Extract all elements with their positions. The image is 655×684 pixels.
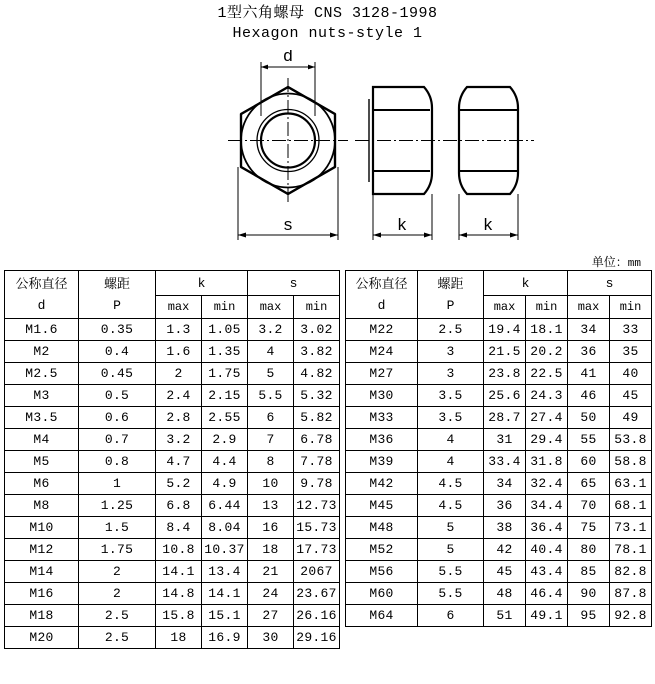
- header-nominal-diameter-sym: d: [377, 297, 386, 313]
- cell-k-max: 2.4: [156, 385, 202, 407]
- cell-pitch: 4: [418, 429, 484, 451]
- cell-k-min: 1.35: [202, 341, 248, 363]
- table-row: [346, 561, 652, 583]
- cell-nominal-diameter: M16: [5, 583, 79, 605]
- cell-s-min: 40: [610, 363, 652, 385]
- spec-table-right: [345, 270, 652, 627]
- cell-k-min: 27.4: [526, 407, 568, 429]
- cell-nominal-diameter: M6: [5, 473, 79, 495]
- cell-nominal-diameter: M45: [346, 495, 418, 517]
- header-s-group: s: [248, 271, 340, 296]
- header-pitch-sym: P: [113, 297, 121, 313]
- cell-k-min: 1.05: [202, 319, 248, 341]
- table-row: [346, 319, 652, 341]
- cell-pitch: 0.35: [79, 319, 156, 341]
- table-row: [5, 583, 340, 605]
- cell-pitch: 0.7: [79, 429, 156, 451]
- cell-k-max: 34: [484, 473, 526, 495]
- cell-nominal-diameter: M39: [346, 451, 418, 473]
- cell-s-max: 65: [568, 473, 610, 495]
- cell-s-max: 90: [568, 583, 610, 605]
- cell-pitch: 0.4: [79, 341, 156, 363]
- header-k-max: max: [156, 296, 202, 319]
- cell-s-min: 49: [610, 407, 652, 429]
- spec-table-left: [4, 270, 340, 649]
- cell-s-min: 5.82: [294, 407, 340, 429]
- header-nominal-diameter-cn: 公称直径: [15, 276, 68, 292]
- cell-k-min: 31.8: [526, 451, 568, 473]
- cell-pitch: 4.5: [418, 473, 484, 495]
- unit-note-value: mm: [627, 258, 641, 270]
- hexagon-nut-drawing: [0, 50, 655, 255]
- header-k-min: min: [526, 296, 568, 319]
- cell-k-min: 40.4: [526, 539, 568, 561]
- cell-pitch: 3: [418, 363, 484, 385]
- cell-s-min: 63.1: [610, 473, 652, 495]
- header-pitch-cn: 螺距: [437, 276, 464, 292]
- table-row: [346, 363, 652, 385]
- cell-pitch: 3.5: [418, 407, 484, 429]
- cell-s-min: 68.1: [610, 495, 652, 517]
- cell-k-max: 10.8: [156, 539, 202, 561]
- cell-k-min: 16.9: [202, 627, 248, 649]
- cell-s-max: 5: [248, 363, 294, 385]
- cell-s-min: 92.8: [610, 605, 652, 627]
- table-row: [346, 341, 652, 363]
- cell-pitch: 2: [79, 583, 156, 605]
- cell-pitch: 0.5: [79, 385, 156, 407]
- cell-pitch: 3: [418, 341, 484, 363]
- cell-nominal-diameter: M52: [346, 539, 418, 561]
- cell-k-max: 1.3: [156, 319, 202, 341]
- cell-k-min: 24.3: [526, 385, 568, 407]
- cell-k-max: 19.4: [484, 319, 526, 341]
- cell-s-max: 85: [568, 561, 610, 583]
- cell-pitch: 3.5: [418, 385, 484, 407]
- cell-s-min: 78.1: [610, 539, 652, 561]
- table-row: [346, 429, 652, 451]
- header-pitch: [79, 271, 156, 319]
- cell-s-max: 18: [248, 539, 294, 561]
- cell-s-min: 6.78: [294, 429, 340, 451]
- cell-pitch: 1: [79, 473, 156, 495]
- cell-k-max: 45: [484, 561, 526, 583]
- title-block: [0, 4, 655, 44]
- table-row: [5, 385, 340, 407]
- cell-nominal-diameter: M2: [5, 341, 79, 363]
- cell-k-min: 4.9: [202, 473, 248, 495]
- cell-k-min: 46.4: [526, 583, 568, 605]
- cell-s-max: 41: [568, 363, 610, 385]
- cell-pitch: 6: [418, 605, 484, 627]
- spec-table-right-wrapper: [345, 270, 651, 627]
- cell-pitch: 5: [418, 539, 484, 561]
- cell-k-max: 8.4: [156, 517, 202, 539]
- cell-k-min: 36.4: [526, 517, 568, 539]
- cell-k-max: 4.7: [156, 451, 202, 473]
- header-s-min: min: [294, 296, 340, 319]
- cell-pitch: 5.5: [418, 583, 484, 605]
- table-header-row-main: [346, 271, 652, 296]
- cell-k-max: 48: [484, 583, 526, 605]
- cell-s-max: 60: [568, 451, 610, 473]
- cell-nominal-diameter: M24: [346, 341, 418, 363]
- cell-s-max: 16: [248, 517, 294, 539]
- cell-k-max: 31: [484, 429, 526, 451]
- header-s-min: min: [610, 296, 652, 319]
- cell-pitch: 4.5: [418, 495, 484, 517]
- cell-k-max: 28.7: [484, 407, 526, 429]
- cell-s-min: 15.73: [294, 517, 340, 539]
- table-row: [5, 407, 340, 429]
- cell-s-min: 45: [610, 385, 652, 407]
- cell-nominal-diameter: M14: [5, 561, 79, 583]
- cell-nominal-diameter: M22: [346, 319, 418, 341]
- cell-k-min: 15.1: [202, 605, 248, 627]
- cell-s-max: 5.5: [248, 385, 294, 407]
- header-s-max: max: [248, 296, 294, 319]
- cell-k-max: 36: [484, 495, 526, 517]
- cell-nominal-diameter: M8: [5, 495, 79, 517]
- cell-nominal-diameter: M18: [5, 605, 79, 627]
- cell-nominal-diameter: M5: [5, 451, 79, 473]
- cell-k-min: 43.4: [526, 561, 568, 583]
- header-k-max: max: [484, 296, 526, 319]
- cell-nominal-diameter: M3: [5, 385, 79, 407]
- cell-s-max: 55: [568, 429, 610, 451]
- cell-nominal-diameter: M48: [346, 517, 418, 539]
- table-row: [346, 407, 652, 429]
- cell-k-min: 2.55: [202, 407, 248, 429]
- cell-s-min: 9.78: [294, 473, 340, 495]
- table-row: [346, 539, 652, 561]
- header-nominal-diameter-cn: 公称直径: [355, 276, 408, 292]
- cell-s-max: 50: [568, 407, 610, 429]
- cell-nominal-diameter: M27: [346, 363, 418, 385]
- cell-s-min: 53.8: [610, 429, 652, 451]
- cell-s-min: 35: [610, 341, 652, 363]
- cell-k-max: 2: [156, 363, 202, 385]
- cell-nominal-diameter: M1.6: [5, 319, 79, 341]
- dimension-label-s: s: [282, 217, 294, 236]
- cell-k-min: 18.1: [526, 319, 568, 341]
- cell-s-min: 12.73: [294, 495, 340, 517]
- cell-pitch: 2.5: [79, 627, 156, 649]
- cell-s-min: 3.82: [294, 341, 340, 363]
- cell-k-min: 2.15: [202, 385, 248, 407]
- cell-s-max: 10: [248, 473, 294, 495]
- dimension-label-k-1: k: [396, 217, 408, 236]
- cell-k-min: 6.44: [202, 495, 248, 517]
- cell-s-min: 29.16: [294, 627, 340, 649]
- dimension-label-k-2: k: [482, 217, 494, 236]
- cell-s-max: 27: [248, 605, 294, 627]
- header-k-min: min: [202, 296, 248, 319]
- header-pitch-cn: 螺距: [103, 276, 130, 292]
- cell-k-max: 3.2: [156, 429, 202, 451]
- header-nominal-diameter-sym: d: [37, 297, 46, 313]
- cell-k-min: 4.4: [202, 451, 248, 473]
- cell-s-max: 3.2: [248, 319, 294, 341]
- cell-s-min: 17.73: [294, 539, 340, 561]
- table-row: [5, 319, 340, 341]
- cell-k-max: 6.8: [156, 495, 202, 517]
- cell-s-max: 95: [568, 605, 610, 627]
- cell-s-min: 82.8: [610, 561, 652, 583]
- cell-nominal-diameter: M10: [5, 517, 79, 539]
- cell-s-max: 6: [248, 407, 294, 429]
- cell-nominal-diameter: M4: [5, 429, 79, 451]
- cell-pitch: 4: [418, 451, 484, 473]
- table-row: [5, 451, 340, 473]
- spec-table-left-wrapper: [4, 270, 339, 649]
- header-pitch: [418, 271, 484, 319]
- cell-pitch: 2.5: [79, 605, 156, 627]
- cell-k-max: 14.1: [156, 561, 202, 583]
- header-nominal-diameter: [346, 271, 418, 319]
- cell-k-min: 32.4: [526, 473, 568, 495]
- cell-pitch: 0.8: [79, 451, 156, 473]
- cell-nominal-diameter: M30: [346, 385, 418, 407]
- cell-k-max: 18: [156, 627, 202, 649]
- cell-s-max: 8: [248, 451, 294, 473]
- cell-k-min: 49.1: [526, 605, 568, 627]
- cell-k-min: 2.9: [202, 429, 248, 451]
- table-row: [5, 473, 340, 495]
- table-row: [5, 341, 340, 363]
- cell-k-min: 20.2: [526, 341, 568, 363]
- cell-nominal-diameter: M56: [346, 561, 418, 583]
- cell-s-max: 7: [248, 429, 294, 451]
- spec-table-right-body: [346, 319, 652, 627]
- cell-k-max: 51: [484, 605, 526, 627]
- table-header-row-main: [5, 271, 340, 296]
- cell-s-max: 36: [568, 341, 610, 363]
- cell-k-max: 42: [484, 539, 526, 561]
- cell-k-max: 14.8: [156, 583, 202, 605]
- dimension-label-d: d: [282, 50, 294, 67]
- page-title-english: Hexagon nuts-style 1: [232, 25, 423, 42]
- table-row: [5, 517, 340, 539]
- cell-pitch: 0.45: [79, 363, 156, 385]
- cell-nominal-diameter: M2.5: [5, 363, 79, 385]
- cell-pitch: 2: [79, 561, 156, 583]
- cell-k-max: 25.6: [484, 385, 526, 407]
- cell-s-min: 7.78: [294, 451, 340, 473]
- cell-s-min: 23.67: [294, 583, 340, 605]
- table-row: [5, 605, 340, 627]
- table-row: [5, 363, 340, 385]
- header-k-group: k: [484, 271, 568, 296]
- cell-pitch: 1.75: [79, 539, 156, 561]
- table-row: [346, 451, 652, 473]
- unit-note-label: 单位：: [591, 256, 628, 270]
- cell-s-min: 58.8: [610, 451, 652, 473]
- cell-s-min: 5.32: [294, 385, 340, 407]
- unit-note: [592, 253, 641, 270]
- cell-k-min: 14.1: [202, 583, 248, 605]
- cell-s-min: 2067: [294, 561, 340, 583]
- cell-k-max: 33.4: [484, 451, 526, 473]
- cell-s-max: 24: [248, 583, 294, 605]
- cell-s-max: 46: [568, 385, 610, 407]
- table-row: [5, 429, 340, 451]
- cell-k-max: 15.8: [156, 605, 202, 627]
- cell-k-max: 21.5: [484, 341, 526, 363]
- table-row: [5, 495, 340, 517]
- cell-s-max: 4: [248, 341, 294, 363]
- cell-k-max: 1.6: [156, 341, 202, 363]
- table-row: [346, 385, 652, 407]
- cell-k-min: 29.4: [526, 429, 568, 451]
- cell-nominal-diameter: M60: [346, 583, 418, 605]
- cell-s-min: 33: [610, 319, 652, 341]
- cell-k-max: 2.8: [156, 407, 202, 429]
- table-row: [346, 473, 652, 495]
- cell-pitch: 1.25: [79, 495, 156, 517]
- cell-nominal-diameter: M42: [346, 473, 418, 495]
- cell-k-min: 22.5: [526, 363, 568, 385]
- cell-pitch: 5: [418, 517, 484, 539]
- cell-s-max: 80: [568, 539, 610, 561]
- cell-s-max: 13: [248, 495, 294, 517]
- cell-s-min: 3.02: [294, 319, 340, 341]
- cell-k-min: 8.04: [202, 517, 248, 539]
- table-row: [346, 605, 652, 627]
- cell-s-min: 73.1: [610, 517, 652, 539]
- cell-nominal-diameter: M33: [346, 407, 418, 429]
- cell-pitch: 5.5: [418, 561, 484, 583]
- table-row: [5, 561, 340, 583]
- cell-s-max: 75: [568, 517, 610, 539]
- cell-k-max: 5.2: [156, 473, 202, 495]
- table-row: [5, 539, 340, 561]
- header-s-max: max: [568, 296, 610, 319]
- table-row: [346, 583, 652, 605]
- header-nominal-diameter: [5, 271, 79, 319]
- cell-nominal-diameter: M64: [346, 605, 418, 627]
- cell-k-min: 10.37: [202, 539, 248, 561]
- cell-k-min: 1.75: [202, 363, 248, 385]
- header-s-group: s: [568, 271, 652, 296]
- cell-nominal-diameter: M20: [5, 627, 79, 649]
- cell-k-max: 38: [484, 517, 526, 539]
- table-row: [346, 517, 652, 539]
- table-row: [5, 627, 340, 649]
- cell-pitch: 0.6: [79, 407, 156, 429]
- cell-s-max: 21: [248, 561, 294, 583]
- header-pitch-sym: P: [446, 297, 455, 313]
- page-title-chinese: 1型六角螺母 CNS 3128-1998: [217, 5, 438, 22]
- cell-k-min: 13.4: [202, 561, 248, 583]
- cell-nominal-diameter: M36: [346, 429, 418, 451]
- cell-s-min: 87.8: [610, 583, 652, 605]
- cell-k-max: 23.8: [484, 363, 526, 385]
- cell-s-max: 34: [568, 319, 610, 341]
- cell-pitch: 1.5: [79, 517, 156, 539]
- table-row: [346, 495, 652, 517]
- cell-s-min: 26.16: [294, 605, 340, 627]
- cell-nominal-diameter: M3.5: [5, 407, 79, 429]
- cell-k-min: 34.4: [526, 495, 568, 517]
- cell-s-max: 70: [568, 495, 610, 517]
- cell-pitch: 2.5: [418, 319, 484, 341]
- header-k-group: k: [156, 271, 248, 296]
- spec-table-left-body: [5, 319, 340, 649]
- cell-nominal-diameter: M12: [5, 539, 79, 561]
- cell-s-max: 30: [248, 627, 294, 649]
- cell-s-min: 4.82: [294, 363, 340, 385]
